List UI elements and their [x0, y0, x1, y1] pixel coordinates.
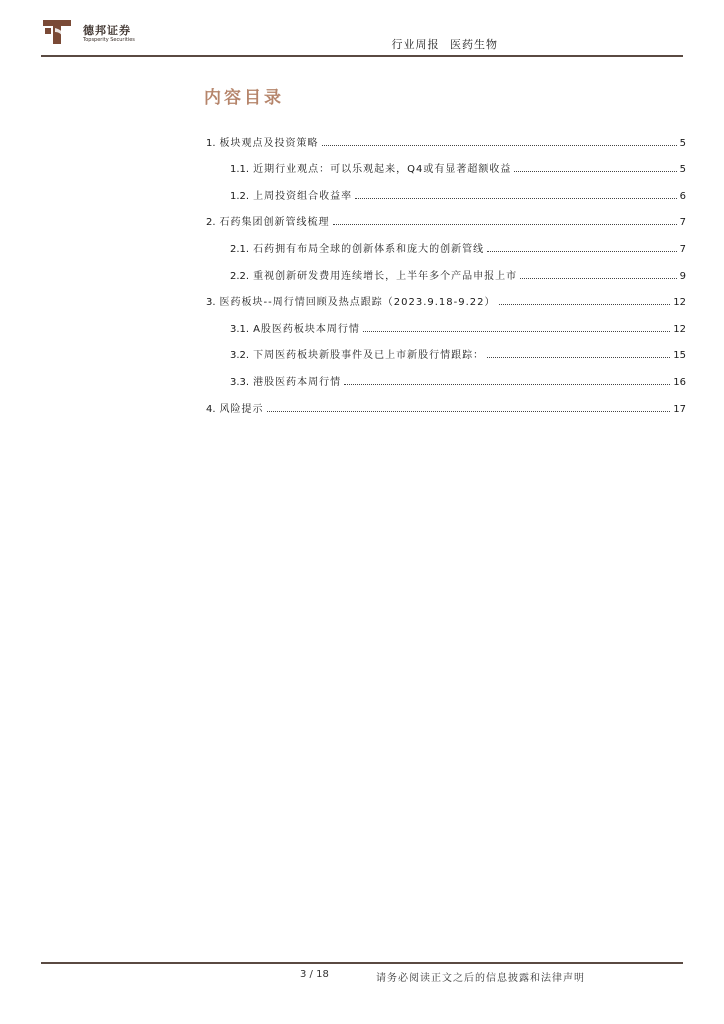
toc-entry-title: 医药板块--周行情回顾及热点跟踪（2023.9.18-9.22） [219, 297, 496, 309]
toc-leader-dots [333, 224, 677, 225]
toc-entry-page: 9 [679, 270, 686, 282]
toc-entry-number: 1. [206, 137, 216, 149]
report-type: 行业周报 [391, 38, 440, 51]
toc-entry-number: 2.2. [230, 270, 250, 282]
toc-leader-dots [514, 171, 676, 172]
logo-name-cn: 德邦证券 [83, 24, 131, 37]
toc-entry[interactable] [206, 228, 686, 255]
toc-entry-page: 12 [673, 323, 686, 335]
toc-entry-page: 5 [679, 137, 686, 149]
toc-leader-dots [267, 411, 671, 412]
toc-entry-page: 15 [673, 350, 686, 362]
company-logo [41, 16, 141, 50]
toc-title: 内容目录 [204, 88, 284, 108]
toc-entry-title: 近期行业观点：可以乐观起来，Q4或有显著超额收益 [253, 164, 512, 176]
toc-entry-title: 板块观点及投资策略 [219, 137, 319, 149]
toc-entry-number: 2.1. [230, 243, 250, 255]
toc-entry[interactable] [206, 149, 686, 176]
toc-leader-dots [355, 198, 677, 199]
toc-leader-dots [344, 384, 670, 385]
toc-entry-number: 4. [206, 403, 216, 415]
toc-entry-page: 7 [679, 243, 686, 255]
toc-entry-number: 1.1. [230, 164, 250, 176]
toc-entry[interactable] [206, 308, 686, 335]
toc-entry-number: 3.3. [230, 376, 250, 388]
page-number: 3 / 18 [300, 969, 329, 980]
toc-entry[interactable] [206, 122, 686, 149]
toc-entry-title: 港股医药本周行情 [253, 376, 342, 388]
toc-entry-page: 17 [673, 403, 686, 415]
toc-entry[interactable] [206, 202, 686, 229]
toc-entry-page: 12 [673, 297, 686, 309]
toc-leader-dots [363, 331, 670, 332]
toc-entry-number: 1.2. [230, 190, 250, 202]
toc-entry-page: 7 [679, 217, 686, 229]
toc-entry-title: A股医药板块本周行情 [253, 323, 360, 335]
header-rule [41, 55, 683, 57]
footer-rule [41, 962, 683, 964]
toc-entry-page: 6 [679, 190, 686, 202]
logo-name-en: Topsperity Securities [83, 37, 135, 43]
toc-entry[interactable] [206, 175, 686, 202]
toc-leader-dots [520, 278, 677, 279]
toc-entry-number: 3.1. [230, 323, 250, 335]
toc-entry-title: 下周医药板块新股事件及已上市新股行情跟踪： [253, 350, 485, 362]
toc-leader-dots [487, 251, 677, 252]
toc-entry[interactable] [206, 361, 686, 388]
toc-entry-title: 石药拥有布局全球的创新体系和庞大的创新管线 [253, 243, 485, 255]
toc-entry-title: 重视创新研发费用连续增长，上半年多个产品申报上市 [253, 270, 518, 282]
disclaimer-notice: 请务必阅读正文之后的信息披露和法律声明 [376, 973, 585, 984]
toc-entry-page: 5 [679, 164, 686, 176]
toc-leader-dots [322, 145, 677, 146]
toc-leader-dots [499, 304, 671, 305]
toc-entry-title: 风险提示 [219, 403, 264, 415]
toc-entry-number: 2. [206, 217, 216, 229]
toc-entry[interactable] [206, 282, 686, 309]
toc-entry-title: 上周投资组合收益率 [253, 190, 353, 202]
toc-entry[interactable] [206, 388, 686, 415]
toc-entry-page: 16 [673, 376, 686, 388]
logo-mark-icon [41, 16, 73, 48]
toc-entry-title: 石药集团创新管线梳理 [219, 217, 330, 229]
toc-entry[interactable] [206, 335, 686, 362]
industry-name: 医药生物 [450, 38, 498, 51]
toc-entry[interactable] [206, 255, 686, 282]
report-category [392, 36, 499, 52]
toc-entry-number: 3. [206, 297, 216, 309]
toc-leader-dots [487, 357, 670, 358]
table-of-contents [206, 122, 686, 415]
toc-entry-number: 3.2. [230, 350, 250, 362]
